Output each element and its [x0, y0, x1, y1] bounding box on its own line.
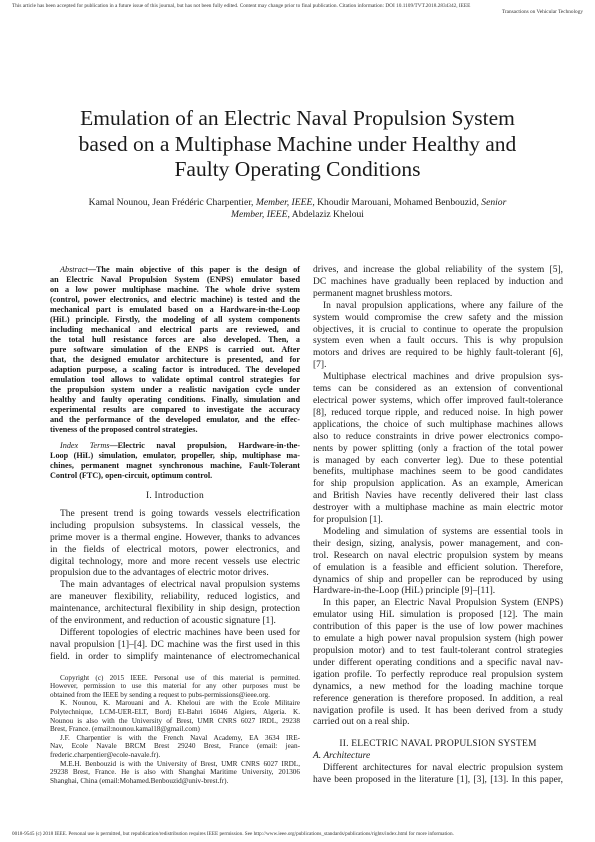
author-footnotes: [50, 674, 300, 786]
body-line: igation profile. To perfectly reproduce real propulsion system: [313, 669, 563, 680]
abstract-line: emulation tool allows to validate optimal control strategies for: [50, 375, 300, 384]
author-text: , Abdelaziz Kheloui: [287, 209, 364, 220]
abstract-line: the total hull resistance forces are also developed. Then, a: [50, 335, 300, 344]
body-line: propulsion motor) and to test fault-tolerant control strategies: [313, 646, 563, 656]
body-line: trol. Research on naval electric propulsion system by means: [313, 550, 563, 561]
footnote-line: J.F. Charpentier is with the French Naval Academy, EA 3634 IRE-: [60, 733, 300, 742]
abstract-line: adaption purpose, a scaling factor is introduced. The developed: [50, 365, 300, 374]
paper-title: [40, 106, 555, 183]
abstract-line: including mechanical and electrical parts are reviewed, and: [50, 325, 300, 334]
abstract-line: the propulsion system under a realistic navigation cycle under: [50, 385, 300, 394]
abstract-line: (control, power electronics, and electric machine) is tested and the: [50, 295, 300, 304]
footnote-line: Polytechnique, LCM-UER-ELT, Bordj El-Bahri 16046 Algiers, Algeria. K.: [50, 708, 300, 717]
abstract-label: Abstract: [60, 265, 88, 274]
body-line: Multiphase electrical machines and drive propulsion sys-: [323, 372, 563, 383]
body-line: is managed by each converter leg). Due to these potential: [313, 455, 563, 466]
footnote-line: M.E.H. Benbouzid is with the University of Brest, UMR CNRS 6027 IRDL,: [60, 759, 300, 768]
body-line: and British Navies have recently delivered their last class: [313, 491, 563, 502]
footnote-line: Nav, Ecole Navale BRCM Brest 29240 Brest, France (email: jean-: [50, 742, 300, 751]
body-line: benefits, multiphase machines seem to be good candidates: [313, 467, 563, 478]
body-line: to emulate a high power naval propulsion system (high power: [313, 634, 563, 645]
index-terms-line: —Electric naval propulsion, Hardware-in-the-: [109, 441, 300, 450]
body-line: motors and drives are required to be highly fault-tolerant [6],: [313, 348, 563, 359]
body-line: under different operating conditions and a specific naval nav-: [313, 657, 563, 668]
abstract-line: (HiL) principle. Firstly, the modeling of all system components: [50, 315, 300, 324]
body-line: have been proposed in the literature [1], [3], [13]. In this paper,: [313, 775, 563, 786]
abstract-line: healthy and faulty operating conditions. Finally, simulation and: [50, 395, 300, 404]
body-line: drives, and increase the global reliability of the system [5],: [313, 265, 563, 275]
abstract-line: and the performance of the developed emulator, and the effec-: [50, 415, 300, 424]
running-header-journal: [502, 9, 583, 15]
footnote-line: 29238 Brest, France. He is also with Shanghai Maritime University, 201306: [50, 768, 300, 777]
body-line: including propulsion subsystems. In classical vessels, the: [50, 520, 300, 531]
author-membership: Member, IEEE: [255, 197, 313, 208]
right-column: [313, 265, 563, 787]
body-line: [7].: [313, 360, 327, 371]
body-line: Different topologies of electric machines have been used for: [60, 627, 300, 638]
index-terms-label: Index Terms: [60, 441, 110, 450]
footnote-line: K. Nounou, K. Marouani and A. Kheloui are with the Ecole Militaire: [60, 699, 300, 708]
body-line: dynamics, a new method for the loading machine torque: [313, 681, 563, 692]
body-line: The main advantages of electrical naval propulsion systems: [60, 580, 300, 591]
body-line: for ship propulsion application. As an example, American: [313, 479, 563, 490]
body-line: dynamics of ship and propeller can be reproduced by using: [313, 574, 563, 585]
body-line: system would compromise the crew safety and the mission: [313, 312, 563, 323]
body-line: DC machines have gradually been replaced by induction and: [313, 276, 563, 287]
body-line: [8], reduced torque ripple, and reduced noise. In high power: [313, 407, 563, 418]
abstract-line: on a low power multiphase machine. The whole drive system: [50, 285, 300, 294]
body-line: carried out on a real ship.: [313, 717, 410, 728]
body-line: In this paper, an Electric Naval Propulsion System (ENPS): [323, 598, 563, 609]
abstract-line: pure software simulation of the ENPS is carried out. After: [50, 345, 300, 354]
abstract-line: mechanical part is emulated based on a Hardware-in-the-Loop: [50, 305, 300, 314]
body-line: digital technology, more and more recent vessels use electric: [50, 556, 300, 567]
body-line: objectives, it is crucial to continue to operate the propulsion: [313, 324, 563, 335]
index-terms-line: chines, permanent magnet synchronous machine, Fault-Tolerant: [50, 461, 300, 470]
introduction-text: [50, 509, 300, 664]
footnote-line: Brest, France. (email:nounou.kamal18@gmail.com): [50, 725, 200, 734]
body-line: field. in order to simplify maintenance of electromechanical: [50, 651, 300, 662]
section-heading-electric-naval-propulsion: II. ELECTRIC NAVAL PROPULSION SYSTEM: [339, 739, 537, 750]
footnote-line: frederic.charpentier@ecole-navale.fr).: [50, 751, 161, 760]
body-line: their design, sizing, analysis, power management, and con-: [313, 538, 563, 549]
body-line: propulsion due to the advantages of electric motor drives.: [50, 568, 269, 579]
abstract-line: that, the designed emulator architecture is presented, and for: [50, 355, 300, 364]
section-heading-introduction: I. Introduction: [146, 491, 204, 501]
body-line: reference generation is therefore proposed. In addition, a real: [313, 693, 563, 704]
title-line: based on a Multiphase Machine under Healthy and: [78, 131, 517, 156]
abstract-line: tiveness of the proposed control strategies.: [50, 425, 198, 434]
author-membership: Senior: [481, 197, 507, 208]
left-column: [50, 265, 300, 785]
abstract-line: —The main objective of this paper is the design of: [87, 265, 300, 274]
footer-copyright: 0018-9545 (c) 2018 IEEE. Personal use is permitted, but republication/redistribution requires IEEE permission. See http://www.ieee.org/publications_standards/publications/rights/index.html for more information.: [12, 831, 454, 837]
abstract: [50, 265, 300, 481]
footnote-line: However, permission to use this material for any other purposes must be: [50, 682, 300, 691]
body-line: of the environment, and reduction of acoustic signature [1].: [50, 616, 276, 627]
index-terms-line: Control (FTC), open-circuit, optimum control.: [50, 471, 213, 480]
page-footer: [12, 831, 583, 837]
body-line: also to reduce constraints in drive power electronics compo-: [313, 431, 563, 442]
index-terms-line: Loop (HiL) simulation, emulator, propeller, ship, multiphase ma-: [50, 451, 300, 460]
footnote-line: Shanghai, China (email:Mohamed.Benbouzid@univ-brest.fr).: [50, 776, 229, 785]
header-citation: This article has been accepted for publication in a future issue of this journal, but has not been fully edited. Content may change prior to final publication. Citation information: DOI 10.1109/TVT.2018.2834342, IEEE: [12, 3, 471, 9]
body-line: of emulation is a feasible and efficient solution. Therefore,: [313, 562, 563, 573]
body-line: in the fields of electrical motors, power electronics, and: [50, 544, 300, 555]
body-line: Modeling and simulation of systems are essential tools in: [323, 526, 563, 537]
author-membership: Member, IEEE: [231, 209, 288, 220]
author-text: Kamal Nounou, Jean Frédéric Charpentier,: [88, 197, 256, 208]
subsection-heading-architecture: A. Architecture: [313, 751, 371, 762]
title-line: Emulation of an Electric Naval Propulsion System: [80, 106, 515, 130]
author-list: [50, 197, 545, 221]
abstract-line: experimental results are compared to investigate the accuracy: [50, 405, 300, 414]
body-line: permanent magnet brushless motors.: [313, 288, 453, 299]
body-line: emulator using HiL simulation is proposed [12]. The main: [313, 610, 563, 621]
body-line: maintenance, architectural flexibility in ship design, protection: [50, 604, 300, 615]
body-line: Hardware-in-the-Loop (HiL) principle [9]–[11].: [313, 586, 496, 597]
abstract-line: an Electric Naval Propulsion System (ENPS) emulator based: [50, 275, 300, 284]
title-line: Faulty Operating Conditions: [174, 157, 421, 181]
body-line: prime mover is a thermal engine. However, thanks to advances: [50, 532, 300, 543]
footnote-line: Copyright (c) 2015 IEEE. Personal use of this material is permitted.: [60, 673, 300, 682]
body-line: naval propulsion [1]–[4]. DC machine was the first used in this: [50, 639, 300, 650]
body-line: navigation profile is used. It has been derived from a study: [313, 705, 563, 716]
author-text: , Khoudir Marouani, Mohamed Benbouzid,: [312, 197, 482, 208]
running-header: [12, 3, 470, 9]
body-line: for propulsion [1].: [313, 515, 383, 526]
footnote-line: obtained from the IEEE by sending a request to pubs-permissions@ieee.org.: [50, 690, 270, 699]
body-line: In naval propulsion applications, where any failure of the: [323, 300, 563, 311]
body-line: Different architectures for naval electric propulsion system: [323, 763, 563, 774]
body-line: system even when a fault occurs. This is why propulsion: [313, 336, 563, 347]
body-line: destroyer with a multiphase machine as main electric motor: [313, 503, 563, 514]
body-line: electrical power systems, which offer improved fault-tolerance: [313, 395, 563, 406]
body-line: nents by power splitting (only a fraction of the total power: [313, 443, 563, 454]
header-journal: Transactions on Vehicular Technology: [501, 9, 583, 15]
body-line: The present trend is going towards vessels electrification: [60, 508, 300, 519]
footnote-line: Nounou is also with the University of Brest, UMR CNRS 6027 IRDL, 29238: [50, 716, 300, 725]
body-line: contribution of this paper is the use of low power machines: [313, 622, 563, 633]
body-line: tems can be considered as an extension of conventional: [313, 384, 563, 395]
body-line: applications, the choice of such multiphase machines allows: [313, 419, 563, 430]
body-line: are maneuver flexibility, reliability, reduced logistics, and: [50, 592, 300, 603]
